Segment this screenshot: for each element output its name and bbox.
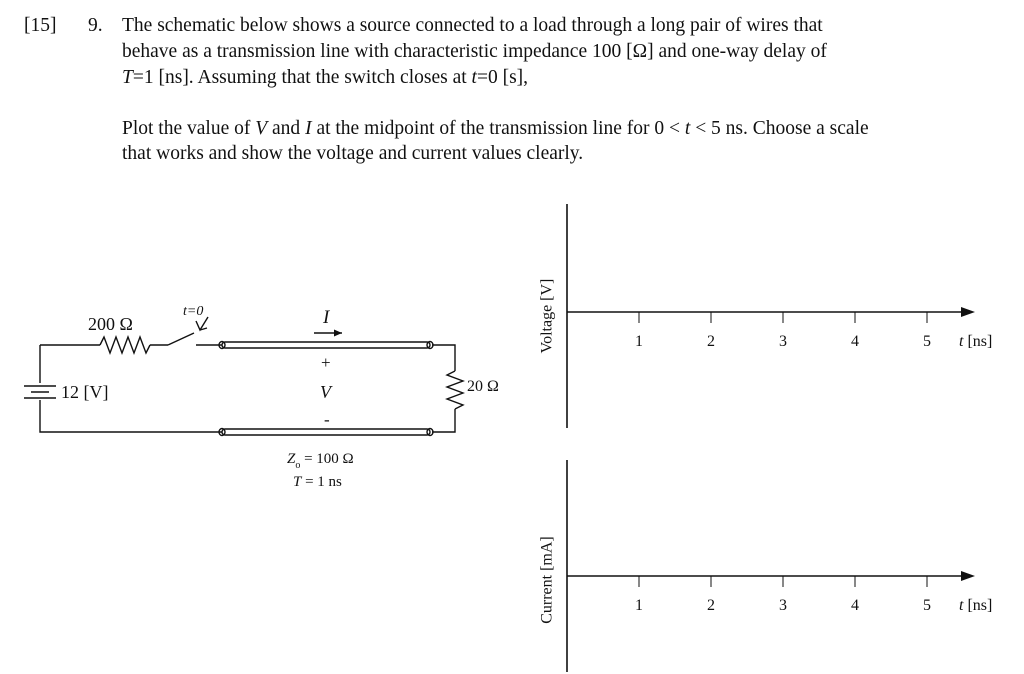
- current-tick-label-1: 1: [635, 597, 643, 614]
- task-t: t: [684, 118, 691, 139]
- current-label: I: [323, 307, 330, 328]
- problem-points: [15]: [24, 15, 57, 36]
- problem-line-1: The schematic below shows a source connected to a load through a long pair of wires that: [122, 15, 823, 36]
- delay-value: = 1 ns: [301, 474, 342, 490]
- delay-symbol-label: T: [293, 474, 302, 490]
- task-c: at the midpoint of the transmission line for 0 <: [311, 118, 685, 139]
- task-a: Plot the value of: [122, 118, 256, 139]
- voltage-tick-label-5: 5: [923, 333, 931, 350]
- voltage-tick-label-3: 3: [779, 333, 787, 350]
- voltage-y-axis-label: Voltage [V]: [538, 278, 556, 354]
- voltage-label: V: [320, 382, 331, 402]
- voltage-tick-label-4: 4: [851, 333, 859, 350]
- z0-value: = 100 Ω: [300, 451, 354, 467]
- current-tick-label-4: 4: [851, 597, 859, 614]
- task-v: V: [255, 118, 268, 139]
- line3-post: =0 [s],: [476, 67, 529, 88]
- problem-line-2: behave as a transmission line with characteristic impedance 100 [Ω] and one-way delay of: [122, 41, 827, 62]
- switch-label: t=0: [183, 304, 204, 319]
- current-y-axis-label: Current [mA]: [538, 536, 556, 624]
- voltage-tick-label-1: 1: [635, 333, 643, 350]
- source-resistor-label: 200 Ω: [88, 314, 133, 334]
- voltage-x-axis-label: t [ns]: [959, 333, 993, 350]
- z0-symbol: Z: [287, 451, 296, 467]
- task-b: and: [267, 118, 306, 139]
- voltage-tick-label-2: 2: [707, 333, 715, 350]
- z0-subscript: o: [295, 460, 301, 471]
- voltage-x-axis-arrow-icon: [961, 307, 975, 317]
- line3-mid: =1 [ns]. Assuming that the switch closes at: [132, 67, 472, 88]
- problem-number: 9.: [88, 15, 103, 36]
- plus-sign: +: [321, 353, 331, 372]
- delay-symbol: T: [122, 67, 133, 88]
- current-x-axis-arrow-icon: [961, 571, 975, 581]
- current-tick-label-3: 3: [779, 597, 787, 614]
- time-symbol: t: [471, 67, 477, 88]
- minus-sign: -: [324, 410, 330, 429]
- source-voltage-label: 12 [V]: [61, 382, 109, 402]
- current-x-axis-label: t [ns]: [959, 597, 993, 614]
- current-tick-label-2: 2: [707, 597, 715, 614]
- task-line-2: that works and show the voltage and current values clearly.: [122, 143, 584, 164]
- load-resistor-label: 20 Ω: [467, 378, 499, 395]
- task-i: I: [305, 118, 312, 139]
- current-tick-label-5: 5: [923, 597, 931, 614]
- task-d: < 5 ns. Choose a scale: [690, 118, 869, 139]
